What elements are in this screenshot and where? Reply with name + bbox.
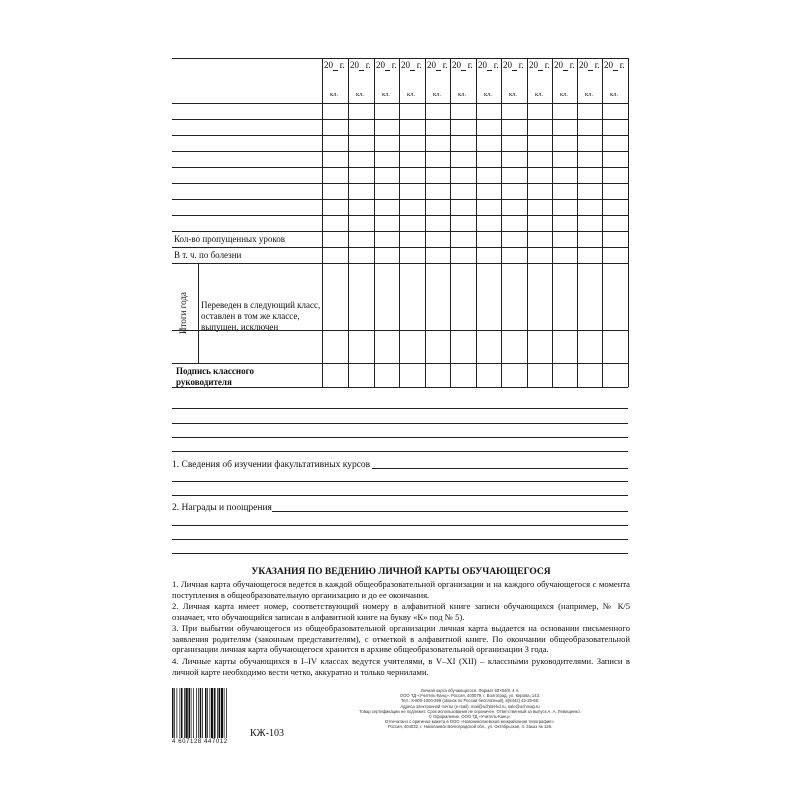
table-row-rule <box>172 387 628 388</box>
barcode-bar <box>172 688 174 738</box>
table-row-rule <box>172 119 628 120</box>
table-column-rule <box>198 263 199 363</box>
table-row-rule <box>172 103 628 104</box>
instruction-1: 1. Личная карта обучающегося ведется в каждой общеобразовательной организации и на каждого обучающегося с момента поступления в общеобразовательную организацию и до ее окончания. <box>172 579 630 600</box>
table-row-rule <box>172 330 628 331</box>
year-prefix: 20 <box>452 60 461 70</box>
table-row-rule <box>172 199 628 200</box>
table-column-rule <box>450 58 451 387</box>
barcode-bar <box>181 688 183 738</box>
year-header <box>350 60 371 70</box>
year-prefix: 20 <box>478 60 487 70</box>
blank-line <box>172 481 628 482</box>
signature-label-2: руководителя <box>176 377 232 387</box>
year-suffix: г. <box>414 60 422 70</box>
barcode-bar <box>186 688 188 738</box>
year-results-label: Итоги года <box>178 292 188 334</box>
class-header: кл. <box>484 91 493 98</box>
imprint-line: Товар сертификации не подлежит. Срок использования не ограничен. Ответственный за выпуск А. А. Левищенко. <box>359 708 581 714</box>
year-header <box>503 60 524 70</box>
barcode-number: 4 607128 447012 <box>172 739 228 745</box>
table-row-rule <box>172 247 628 248</box>
electives-heading: 1. Сведения об изучении факультативных курсов <box>172 460 371 470</box>
class-header: кл. <box>407 91 416 98</box>
year-header <box>427 60 448 70</box>
instructions-title: УКАЗАНИЯ ПО ВЕДЕНИЮ ЛИЧНОЙ КАРТЫ ОБУЧАЮЩЕГОСЯ <box>251 567 551 577</box>
year-header <box>579 60 600 70</box>
imprint-line: Отпечатано с оригинал-макета в ООО «Новониколаевская межрайонная типография». <box>385 719 555 725</box>
imprint-line: Россия, 404032, г. Николаевск Волгоградской обл., ул. Октябрьская, 4. Заказ № 126. <box>387 724 553 730</box>
class-header: кл. <box>610 91 619 98</box>
year-header <box>478 60 499 70</box>
table-row-rule <box>172 263 628 264</box>
year-header <box>324 60 345 70</box>
year-suffix: г. <box>617 60 625 70</box>
barcode-bar <box>174 688 175 738</box>
barcode-bar <box>180 688 181 738</box>
year-suffix: г. <box>542 60 550 70</box>
barcode-bar <box>210 688 211 738</box>
class-header: кл. <box>535 91 544 98</box>
year-prefix: 20 <box>579 60 588 70</box>
barcode-bar <box>219 688 221 738</box>
blank-line <box>172 437 628 438</box>
year-suffix: г. <box>440 60 448 70</box>
table-row-rule <box>172 151 628 152</box>
instruction-4: 4. Личные карты обучающихся в I–IV классах ведутся учителями, в V–XI (XII) – классными руководителями. Записи в личной карте необходимо вести четко, аккуратно и только чернилами. <box>172 656 630 677</box>
barcode-bar <box>189 688 191 738</box>
class-header: кл. <box>382 91 391 98</box>
blank-line <box>172 553 628 554</box>
year-prefix: 20 <box>554 60 563 70</box>
barcode-bar <box>211 688 213 738</box>
year-prefix: 20 <box>604 60 613 70</box>
barcode-bar <box>198 688 199 738</box>
year-prefix: 20 <box>427 60 436 70</box>
blank-line <box>272 511 628 512</box>
year-header <box>401 60 422 70</box>
barcode-bar <box>193 688 194 738</box>
table-column-rule <box>348 58 349 387</box>
year-suffix: г. <box>491 60 499 70</box>
table-row-rule <box>172 58 628 59</box>
year-prefix: 20 <box>324 60 333 70</box>
table-column-rule <box>425 58 426 387</box>
class-header: кл. <box>458 91 467 98</box>
table-column-rule <box>628 58 629 387</box>
table-row-rule <box>172 167 628 168</box>
year-header <box>376 60 397 70</box>
blank-line <box>172 408 628 409</box>
year-suffix: г. <box>567 60 575 70</box>
barcode <box>172 688 240 738</box>
class-header: кл. <box>585 91 594 98</box>
transfer-label-2: оставлен в том же классе, <box>201 311 300 321</box>
table-column-rule <box>527 58 528 387</box>
barcode-bar <box>207 688 208 738</box>
barcode-bar <box>191 688 192 738</box>
year-prefix: 20 <box>529 60 538 70</box>
barcode-bar <box>226 688 227 738</box>
imprint <box>340 688 600 730</box>
year-header <box>452 60 473 70</box>
year-suffix: г. <box>389 60 397 70</box>
table-row-rule <box>172 183 628 184</box>
barcode-bar <box>177 688 178 738</box>
blank-line <box>372 468 628 469</box>
year-header <box>529 60 550 70</box>
year-header <box>604 60 625 70</box>
year-suffix: г. <box>592 60 600 70</box>
table-column-rule <box>501 58 502 387</box>
blank-line <box>172 423 628 424</box>
class-header: кл. <box>509 91 518 98</box>
table-row-rule <box>172 231 628 232</box>
missed-lessons-label: Кол-во пропущенных уроков <box>174 234 286 244</box>
year-prefix: 20 <box>401 60 410 70</box>
instruction-2: 2. Личная карта имеет номер, соответствующий номеру в алфавитной книге записи обучающихся (например, № К/5 означает, что обучающийся записан в алфавитной книге на букву «К» под № 5). <box>172 601 630 622</box>
imprint-line: Тел.: 8-800-1000-299 (звонок по России бесплатный), 8(8442) 42-25-58. <box>400 698 540 704</box>
year-prefix: 20 <box>350 60 359 70</box>
table-row-rule <box>172 135 628 136</box>
instruction-3: 3. При выбытии обучающегося из общеобразовательной организации личная карта выдается на основании письменного заявления родителям (законным представителям), с отметкой в алфавитной книге. По окончании общеобразовательной организации личная карта обучающегося хранится в архиве общеобразовательной организации 3 года. <box>172 623 630 655</box>
illness-label: В т. ч. по болезни <box>174 250 242 260</box>
class-header: кл. <box>330 91 339 98</box>
blank-line <box>172 451 628 452</box>
blank-line <box>172 495 628 496</box>
product-code: КЖ-103 <box>250 728 284 739</box>
transfer-label-1: Переведен в следующий класс, <box>201 300 321 310</box>
year-header <box>554 60 575 70</box>
table-row-rule <box>172 363 628 364</box>
class-header: кл. <box>560 91 569 98</box>
barcode-bar <box>202 688 203 738</box>
barcode-bar <box>217 688 218 738</box>
barcode-bar <box>196 688 197 738</box>
barcode-bar <box>184 688 185 738</box>
transfer-label-3: выпущен, исключен <box>201 322 279 332</box>
year-suffix: г. <box>363 60 371 70</box>
imprint-line: Личная карта обучающегося. Формат 60×84/8. 4 л. <box>420 688 520 693</box>
class-header: кл. <box>433 91 442 98</box>
table-column-rule <box>577 58 578 387</box>
imprint-line: © Оформление. ООО ТД «Учитель-Канц». <box>428 714 512 720</box>
barcode-bar <box>200 688 202 738</box>
awards-heading: 2. Награды и поощрения <box>172 503 272 513</box>
table-column-rule <box>399 58 400 387</box>
table-column-rule <box>322 58 323 387</box>
year-prefix: 20 <box>503 60 512 70</box>
blank-line <box>172 525 628 526</box>
imprint-line: ООО ТД «Учитель-Канц». Россия, 400079, г. Волгоград, ул. Кирова, 143. <box>399 693 541 699</box>
table-column-rule <box>602 58 603 387</box>
table-column-rule <box>552 58 553 387</box>
year-suffix: г. <box>516 60 524 70</box>
blank-line <box>172 539 628 540</box>
table-column-rule <box>374 58 375 387</box>
year-suffix: г. <box>337 60 345 70</box>
year-suffix: г. <box>465 60 473 70</box>
barcode-bar <box>205 688 207 738</box>
year-prefix: 20 <box>376 60 385 70</box>
signature-label-1: Подпись классного <box>176 366 254 376</box>
barcode-bar <box>214 688 216 738</box>
barcode-bar <box>224 688 225 738</box>
table-column-rule <box>476 58 477 387</box>
class-header: кл. <box>356 91 365 98</box>
table-row-rule <box>172 215 628 216</box>
imprint-line: Адреса электронной почты (e-mail): mail@uchitel-kd.ru, sale@uchmag.ru <box>400 703 540 709</box>
barcode-bar <box>221 688 223 738</box>
